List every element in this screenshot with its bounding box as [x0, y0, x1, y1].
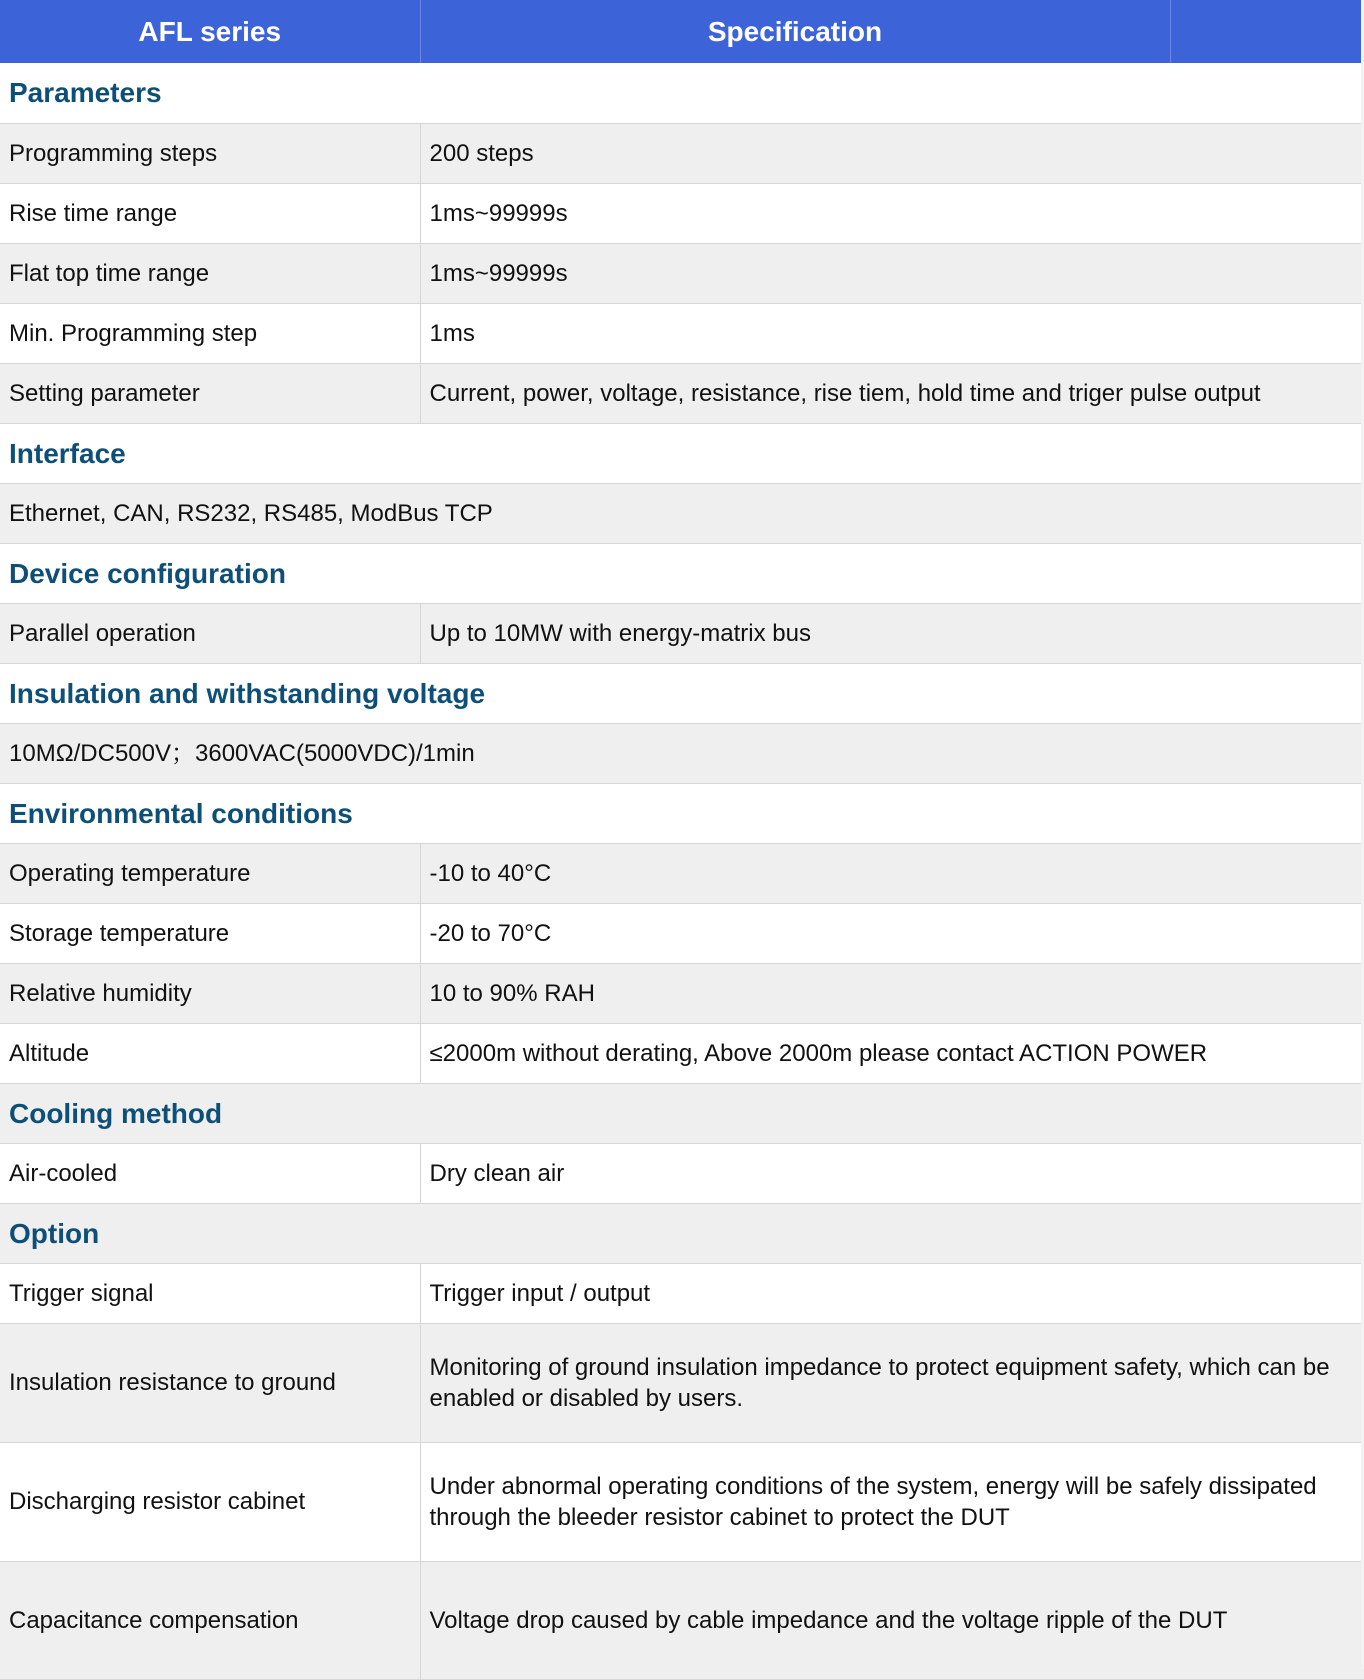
row-value: -10 to 40°C — [420, 843, 1364, 903]
row-label: Storage temperature — [0, 903, 420, 963]
table-header-row — [0, 0, 1364, 63]
section-title: Insulation and withstanding voltage — [0, 663, 1364, 723]
table-row — [0, 603, 1364, 663]
row-label: Flat top time range — [0, 243, 420, 303]
section-title: Parameters — [0, 63, 1364, 123]
row-value: Dry clean air — [420, 1143, 1364, 1203]
section-title: Interface — [0, 423, 1364, 483]
row-label: Air-cooled — [0, 1143, 420, 1203]
section-title: Cooling method — [0, 1083, 1364, 1143]
table-row — [0, 183, 1364, 243]
row-label: Rise time range — [0, 183, 420, 243]
table-row — [0, 963, 1364, 1023]
section-title: Device configuration — [0, 543, 1364, 603]
table-row — [0, 1323, 1364, 1442]
table-row — [0, 1263, 1364, 1323]
row-value: 1ms — [420, 303, 1364, 363]
table-row — [0, 1442, 1364, 1561]
row-value: Trigger input / output — [420, 1263, 1364, 1323]
section-option — [0, 1203, 1364, 1263]
row-label: Insulation resistance to ground — [0, 1323, 420, 1442]
table-row — [0, 843, 1364, 903]
row-value: 1ms~99999s — [420, 183, 1364, 243]
row-label: Altitude — [0, 1023, 420, 1083]
table-row — [0, 1561, 1364, 1679]
row-value: Monitoring of ground insulation impedance to protect equipment safety, which can be enabled or disabled by users. — [420, 1323, 1364, 1442]
row-value: ≤2000m without derating, Above 2000m please contact ACTION POWER — [420, 1023, 1364, 1083]
table-row — [0, 243, 1364, 303]
section-interface — [0, 423, 1364, 483]
row-value: Ethernet, CAN, RS232, RS485, ModBus TCP — [0, 483, 1364, 543]
row-value: 200 steps — [420, 123, 1364, 183]
section-title: Option — [0, 1203, 1364, 1263]
section-title: Environmental conditions — [0, 783, 1364, 843]
section-environmental — [0, 783, 1364, 843]
header-specification: Specification — [420, 0, 1170, 63]
row-value: Current, power, voltage, resistance, rise tiem, hold time and triger pulse output — [420, 363, 1364, 423]
row-value: -20 to 70°C — [420, 903, 1364, 963]
row-label: Operating temperature — [0, 843, 420, 903]
row-value: Up to 10MW with energy-matrix bus — [420, 603, 1364, 663]
row-label: Capacitance compensation — [0, 1561, 420, 1679]
section-parameters — [0, 63, 1364, 123]
section-cooling — [0, 1083, 1364, 1143]
table-row — [0, 903, 1364, 963]
table-row — [0, 1143, 1364, 1203]
row-label: Parallel operation — [0, 603, 420, 663]
section-device-configuration — [0, 543, 1364, 603]
table-row — [0, 363, 1364, 423]
row-value: Under abnormal operating conditions of the system, energy will be safely dissipated through the bleeder resistor cabinet to protect the DUT — [420, 1442, 1364, 1561]
row-value: Voltage drop caused by cable impedance and the voltage ripple of the DUT — [420, 1561, 1364, 1679]
row-label: Setting parameter — [0, 363, 420, 423]
row-value: 10 to 90% RAH — [420, 963, 1364, 1023]
header-blank — [1170, 0, 1364, 63]
header-series: AFL series — [0, 0, 420, 63]
row-label: Relative humidity — [0, 963, 420, 1023]
row-label: Min. Programming step — [0, 303, 420, 363]
table-row — [0, 123, 1364, 183]
table-row — [0, 1023, 1364, 1083]
row-label: Programming steps — [0, 123, 420, 183]
table-row — [0, 483, 1364, 543]
section-insulation — [0, 663, 1364, 723]
row-label: Discharging resistor cabinet — [0, 1442, 420, 1561]
table-row — [0, 723, 1364, 783]
row-value: 1ms~99999s — [420, 243, 1364, 303]
row-label: Trigger signal — [0, 1263, 420, 1323]
row-value: 10MΩ/DC500V；3600VAC(5000VDC)/1min — [0, 723, 1364, 783]
table-row — [0, 303, 1364, 363]
